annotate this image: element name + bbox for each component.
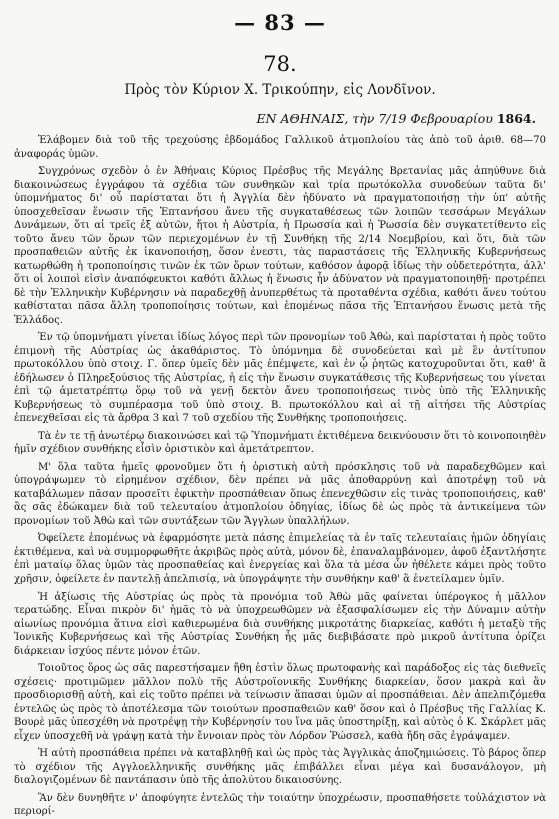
paragraph: Ὀφείλετε ἑπομένως νὰ ἐφαρμόσητε μετὰ πάσης ἐπιμελείας τὰ ἐν ταῖς τελευταίαις ἡμῶν ὁδηγίαις ἐκτιθέμενα, καὶ νὰ συμμορφωθῆτε ἀκριβῶς πρὸς αὐτὰ, μόνον δὲ, ἐπαναλαμβάνομεν, ἀφοῦ ἐξαντλήσητε ἐπὶ ματαίῳ ὅλας ὑμῶν τὰς προσπαθείας καὶ ἐνεργείας καὶ ὅλα τὰ μέσα ὧν ἠθέλετε κάμει πρὸς τοῦτο χρῆσιν, ὀφείλετε ἐν παντελῇ ἀπελπισίᾳ, νὰ ὑπογράψητε τὴν συνθήκην καθ' ἃ ἐνετείλαμεν ὑμῖν.	[14, 533, 546, 585]
paragraph: Ἡ αὐτὴ προσπάθεια πρέπει νὰ καταβληθῇ καὶ ὡς πρὸς τὰς Ἀγγλικὰς ἀποζημιώσεις. Τὸ βάρος ὅπερ τὸ σχέδιον τῆς Αγγλοελληνικῆς συνθήκης μᾶς ἐπιβάλλει εἶναι μέγα καὶ δυσανάλογον, μὴ διαλογιζομένων δὲ παντάπασιν ὑπὸ τῆς ἀπολύτου δικαιοσύνης.	[14, 748, 546, 787]
page-number: — 83 —	[234, 10, 326, 35]
paragraph: Τοιοῦτος ὅρος ὡς σᾶς παρεστήσαμεν ἤθη ἐστὶν ὅλως πρωτοφανὴς καὶ παράδοξος εἰς τὰς διεθνεῖς σχέσεις· προτιμῶμεν μᾶλλον πολὺ τῆς Αὐστροϊονικῆς Συνθήκης διαρκείαν, ὅσον μακρὰ καὶ ἂν προσδιορισθῇ αὐτὴ, καὶ εἰς τοῦτο πρέπει νὰ τείνωσιν ἅπασαι ὑμῶν αἱ προσπάθειαι. Δὲν ἀπελπιζόμεθα ἐντελῶς ὡς πρὸς τὸ ἀποτέλεσμα τῶν τοιούτων προσπαθειῶν καθ' ὅσον καὶ ὁ Πρέσβυς τῆς Γαλλίας Κ. Βουρὲ μᾶς ὑπεσχέθη νὰ προτρέψῃ τὴν Κυβέρνησίν του ἵνα μᾶς ὑποστηρίξῃ, καὶ αὐτὸς ὁ Κ. Σκάρλετ μᾶς εἶχεν ὑποσχεθῆ νὰ γράψῃ κατὰ τὴν ἔννοιαν πρὸς τὸν Λόρδον Ῥώσσελ, καθὰ ἤδη σᾶς ἐγράψαμεν.	[14, 663, 546, 742]
paragraph: Ἐλάβομεν διὰ τοῦ τῆς τρεχούσης ἑβδομάδος Γαλλικοῦ ἀτμοπλοίου τὰς ἀπὸ τοῦ ἀριθ. 68—70 ἀναφοράς ὑμῶν.	[14, 135, 546, 160]
letter-body	[14, 134, 546, 819]
paragraph: Συγχρόνως σχεδὸν ὁ ἐν Ἀθήναις Κύριος Πρέσβυς τῆς Μεγάλης Βρετανίας μᾶς ἀπηύθυνε διὰ διακοινώσεως ἐγγράφου τὰ σχέδια τῶν συνθηκῶν καὶ τρία πρωτόκολλα συνοδεύων ταῦτα δι' ὑπομνήματος δι' οὗ παρίσταται ὅτι ἡ Ἀγγλία δὲν ἠδύνατο νὰ πραγματοποιήσῃ τὴν ὑπ' αὐτῆς ὑποσχεθεῖσαν ἕνωσιν τῆς Ἑπτανήσου ἄνευ τῆς συγκαταθέσεως τῶν λοιπῶν τεσσάρων Μεγάλων Δυνάμεων, ὅτι αἱ τρεῖς ἐξ αὐτῶν, ἤτοι ἡ Αὐστρία, ἡ Πρωσσία καὶ ἡ Ῥωσσία δὲν συγκατετίθεντο εἰς τοῦτο ἄνευ τῶν ὅρων τῶν περιεχομένων ἐν τῇ Συνθήκῃ τῆς 2/14 Νοεμβρίου, καὶ ὅτι, διὰ τῶν προσπαθειῶν αὐτῆς ἐκ ἱκανοποιήσῃ, ὅσον ἐνεστι, τὰς παραστάσεις τῆς Ἑλληνικῆς Κυβερνήσεως κατωρθώθη ἡ τροποποίησις τινῶν ἐκ τῶν ὅρων τούτων, καθόσον ἀφορᾷ ἰδίως τὴν οὐδετερότητα, ἀλλ' ὅτι οἱ λοιποὶ εἰσὶν ἀναπόφευκτοι καθότι ἄλλως ἡ ἕνωσις ἦν ἀδύνατον νὰ πραγματοποιηθῇ· προτρέπει δὲ τὴν Ἑλληνικὴν Κυβέρνησιν νὰ παραδεχθῇ ἀνυπερθέτως τὰ προταθέντα σχέδια, καθότι ἄνευ τούτου καθίσταται πᾶσα ἄλλη τροποποίησις τούτων, καὶ ἑπομένως πᾶσα τῆς Ἑπτανήσου ἕνωσις μετὰ τῆς Ἑλλάδος.	[14, 166, 546, 326]
paragraph: Ἡ ἀξίωσις τῆς Αὐστρίας ὡς πρὸς τὰ προνόμια τοῦ Ἀθὼ μᾶς φαίνεται ὑπέρογκος ἡ μᾶλλον τερατώδης. Εἶναι πικρὸν δι' ἡμᾶς τὸ νὰ ὑποχρεωθῶμεν νὰ ἐξασφαλίσωμεν εἰς τὴν Δύναμιν αὐτὴν αἰωνίως προνόμια ἅτινα εἰσὶ καθιερωμένα διὰ συνθήκης μικροτάτης διαρκείας, καθότι ἡ μεταξὺ τῆς Ἰονικῆς Κυβερνήσεως καὶ τῆς Αὐστρίας Συνθήκη ἧς μᾶς διεβιβάσατε πρὸ μικροῦ ἀντίτυπα ὁρίζει διάρκειαν ἰσχύος πέντε μόνον ἐτῶν.	[14, 591, 546, 657]
paragraph: Μ' ὅλα ταῦτα ἡμεῖς φρονοῦμεν ὅτι ἡ ὁριστικὴ αὐτὴ πρόσκλησις τοῦ νὰ παραδεχθῶμεν καὶ ὑπογράψωμεν τὸ εἰρημένον σχέδιον, δὲν πρέπει νὰ μᾶς ἀποθαρρύνῃ καὶ ἀποτρέψῃ τοῦ νὰ καταβάλωμεν πᾶσαν προσεῖτι ἐφικτὴν προσπάθειαν ὅπως ἐπενεχθῶσιν εἰς τινὰς τροποποιήσεις, καθ' ἃς σᾶς ἐδώκαμεν διὰ τοῦ τελευταίου ἀτμοπλοίου ὁδηγίας, ἰδίως δὲ ὡς πρὸς τὰ ἀντικείμενα τῶν προνομίων τοῦ Ἀθὼ καὶ τῶν συντάξεων τῶν Ἄγγλων ὑπαλλήλων.	[14, 461, 546, 527]
document-number: 78.	[263, 52, 297, 76]
addressee-line: Πρὸς τὸν Κύριον Χ. Τρικούπην, εἰς Λονδῖνον.	[124, 82, 436, 98]
dateline-date: τὴν 7/19 Φεβρουαρίου	[352, 111, 493, 126]
dateline-place: ΕΝ ΑΘΗΝΑΙΣ,	[256, 111, 349, 126]
dateline-year: 1864.	[496, 111, 536, 126]
paragraph: Ἐν τῷ ὑπομνήματι γίνεται ἰδίως λόγος περὶ τῶν προνομίων τοῦ Ἀθὼ, καὶ παρίσταται ἡ πρὸς τοῦτο ἐπιμονὴ τῆς Αὐστρίας ὡς ἀκαθάριστος. Τὸ ὑπόμνημα δὲ συνοδεύεται καὶ μὲ ἓν ἀντίτυπον πρωτοκόλλου ὑπὸ στοιχ. Γ. ὅπερ ὑμεῖς δὲν μᾶς ἐπέμψετε, καὶ ἐν ᾧ ῥητῶς κατοχυροῦνται ὅτι, καθ' ἃ ἐδήλωσεν ὁ Πληρεξούσιος τῆς Αὐστρίας, ἡ εἰς τὴν ἕνωσιν συγκατάθεσις τῆς Κυβερνήσεως του γίνεται ἐπὶ τῷ ἀμετατρέπτῳ ὅρῳ τοῦ νὰ γενῇ δεκτὸν ἄνευ τροποποιήσεως τινὸς ὑπὸ τῆς Ἑλληνικῆς Κυβερνήσεως τὸ συμπέρασμα τοῦ ὑπὸ στοιχ. Β. πρωτοκόλλου καὶ αἱ τῇ αἰτήσει τῆς Αὐστρίας ἐπενεχθεῖσαι εἰς τὰ ἄρθρα 3 καὶ 7 τοῦ σχεδίου τῆς Συνθήκης τροποποιήσεις.	[14, 332, 546, 425]
dateline	[14, 111, 546, 129]
paragraph: Τὰ ἐν τε τῇ ἀνωτέρῳ διακοινώσει καὶ τῷ Ὑπομνήματι ἐκτιθέμενα δεικνύουσιν ὅτι τὸ κοινοποιηθὲν ἡμῖν σχέδιον συνθήκης εἶσὶν ὁριστικὸν καὶ ἀμετάτρεπτον.	[14, 430, 546, 456]
paragraph: Ἂν δὲν δυνηθῆτε ν' ἀποφύγητε ἐντελῶς τὴν τοιαύτην ὑποχρέωσιν, προσπαθήσετε τοὐλάχιστον νὰ περιορί-	[14, 792, 546, 818]
